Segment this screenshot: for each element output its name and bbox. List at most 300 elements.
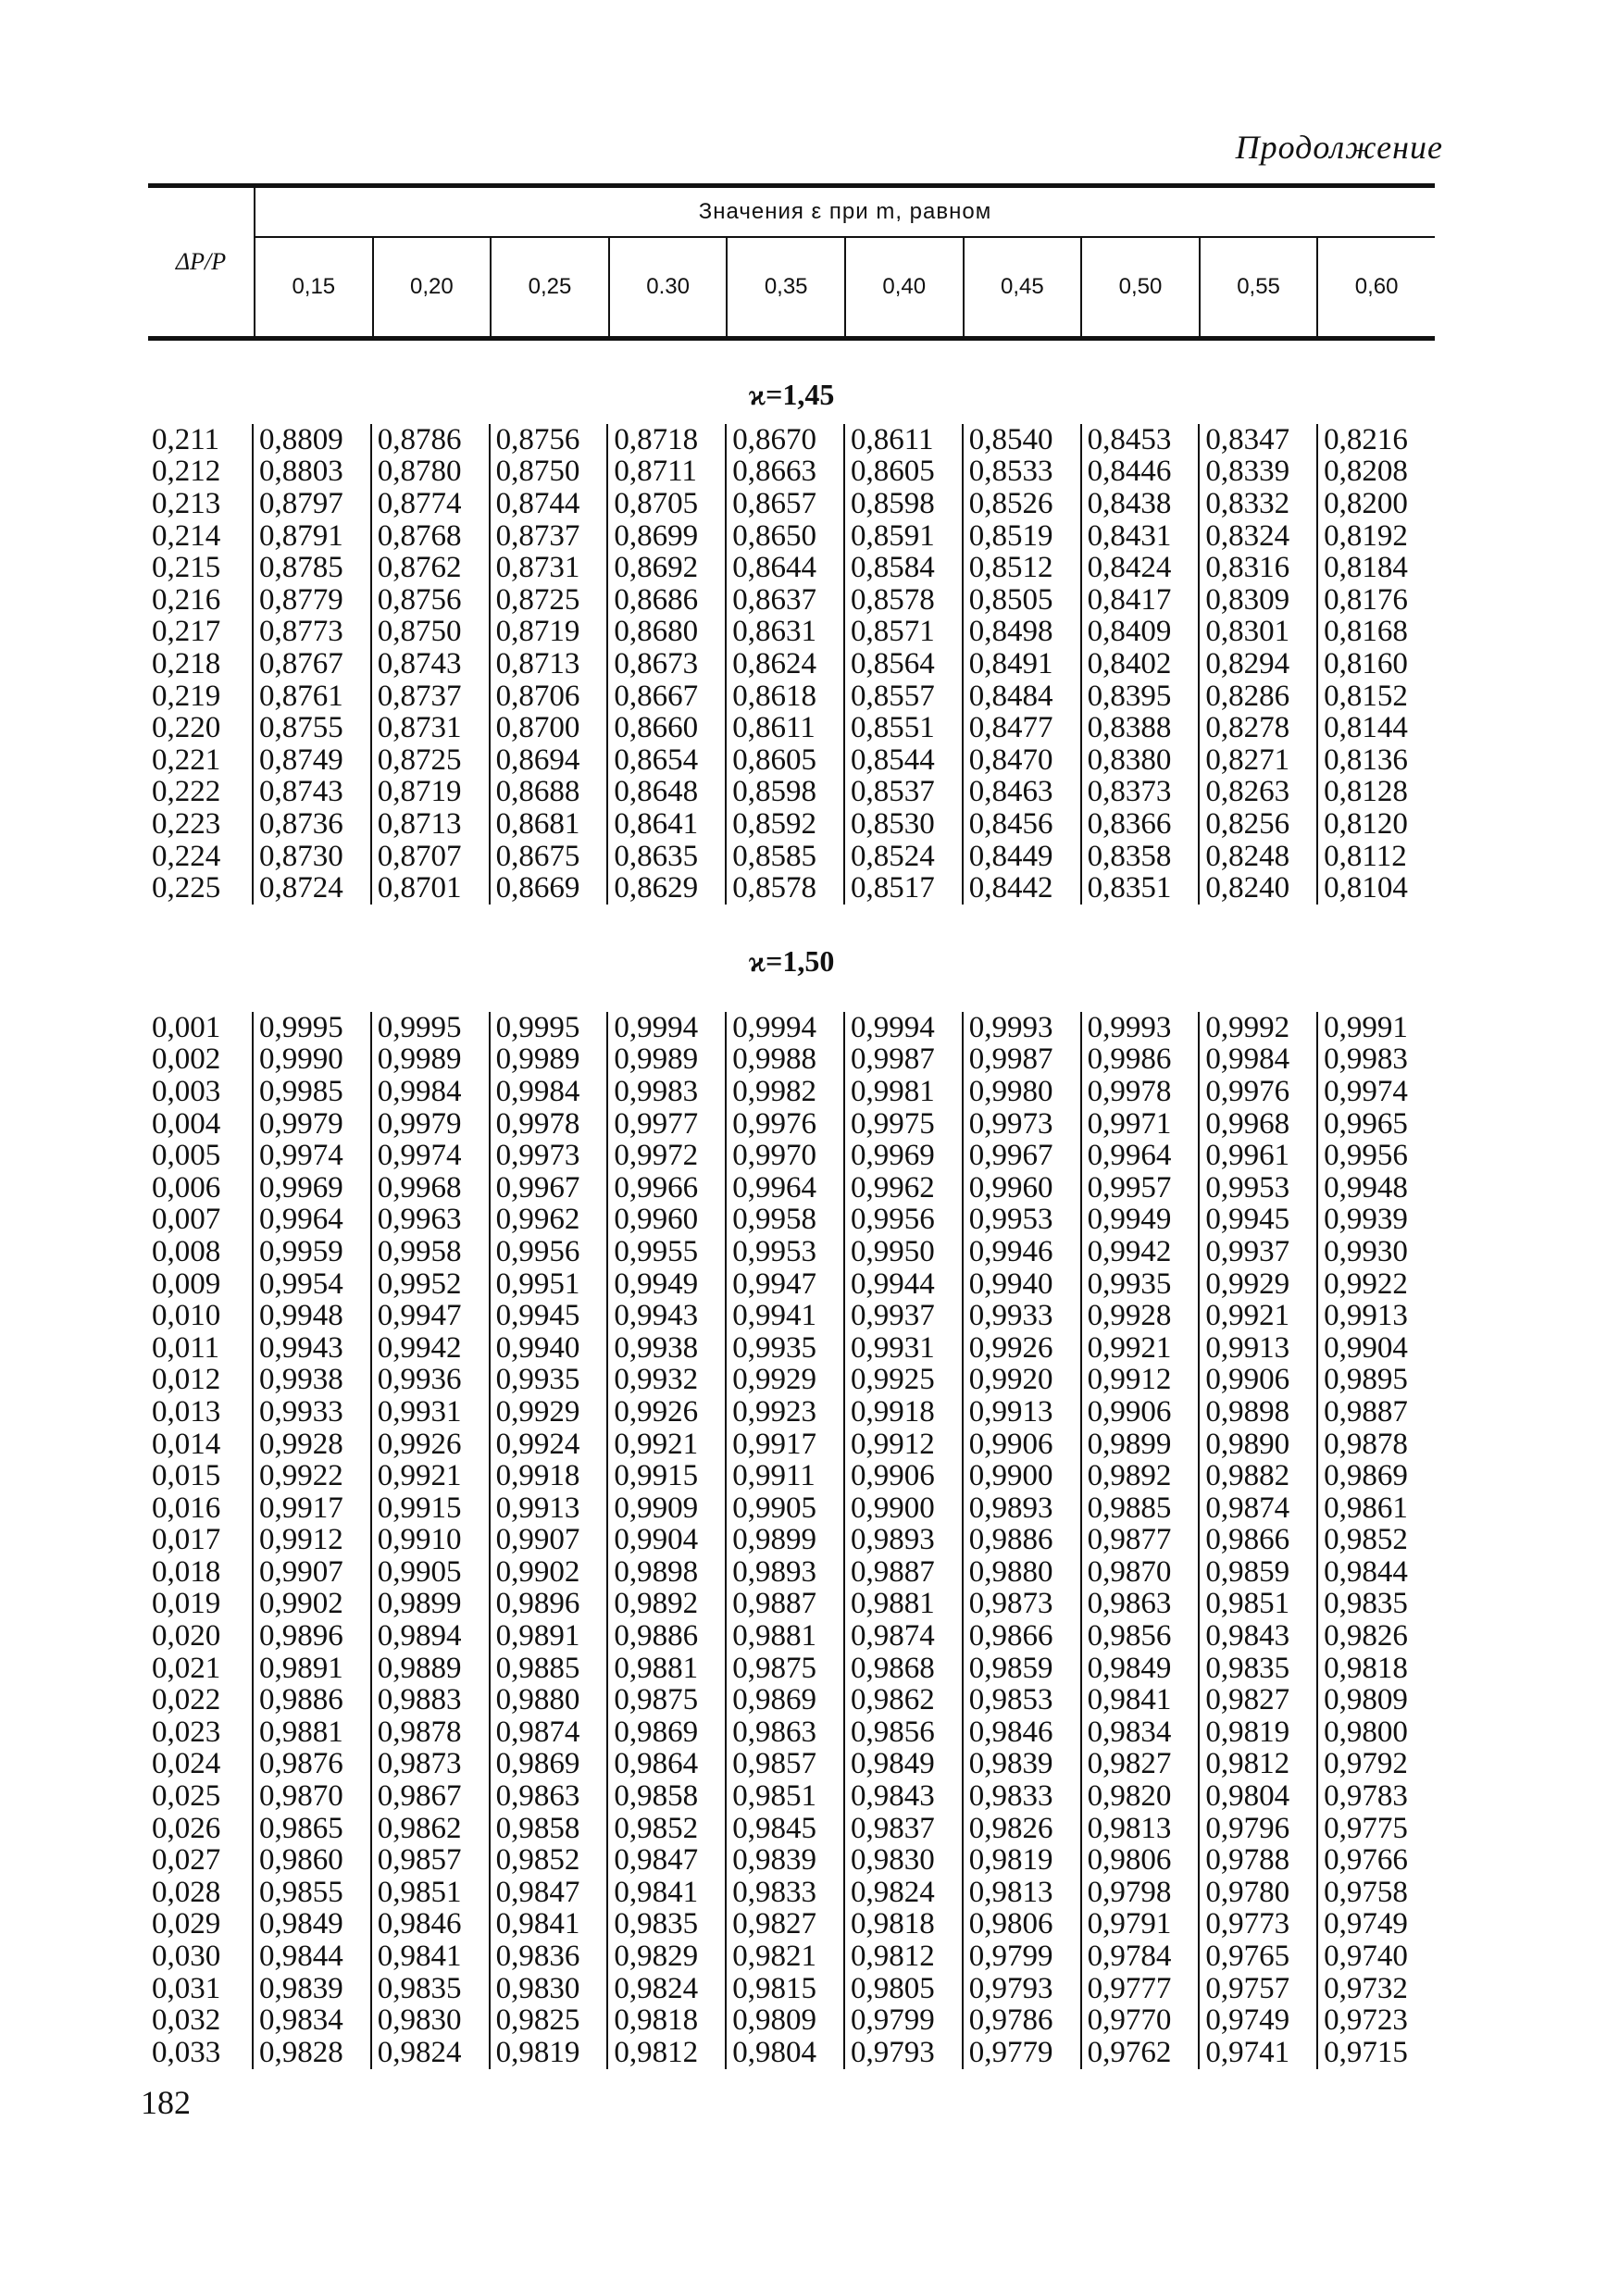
epsilon-value-cell: 0,8779 bbox=[254, 584, 372, 617]
epsilon-value-cell: 0,9904 bbox=[608, 1525, 727, 1557]
table-row bbox=[148, 1940, 1435, 1973]
table-row bbox=[148, 1172, 1435, 1204]
epsilon-value-cell: 0,9984 bbox=[372, 1076, 491, 1108]
epsilon-value-cell: 0,9959 bbox=[254, 1236, 372, 1268]
epsilon-value-cell: 0,8208 bbox=[1324, 455, 1408, 489]
header-bottom-rule bbox=[148, 336, 1435, 341]
epsilon-value-cell: 0,9926 bbox=[372, 1429, 491, 1461]
epsilon-value-cell: 0,9758 bbox=[1324, 1875, 1408, 1909]
epsilon-value-cell: 0,9921 bbox=[1200, 1300, 1318, 1332]
pressure-ratio-cell: 0,220 bbox=[148, 712, 254, 744]
epsilon-value-cell: 0,8263 bbox=[1200, 777, 1318, 809]
epsilon-value-cell: 0,9777 bbox=[1082, 1973, 1201, 2005]
pressure-ratio-cell: 0,030 bbox=[148, 1940, 254, 1973]
header-m-5: 0,40 bbox=[846, 238, 965, 336]
epsilon-value-cell: 0,8498 bbox=[964, 617, 1082, 649]
epsilon-value-cell: 0,9929 bbox=[1200, 1268, 1318, 1301]
epsilon-value-cell: 0,9893 bbox=[727, 1556, 845, 1589]
epsilon-value-cell: 0,8598 bbox=[727, 777, 845, 809]
epsilon-value-cell: 0,9846 bbox=[372, 1909, 491, 1941]
epsilon-value-cell: 0,9990 bbox=[254, 1044, 372, 1077]
pressure-ratio-cell: 0,022 bbox=[148, 1684, 254, 1716]
epsilon-value-cell: 0,9835 bbox=[372, 1973, 491, 2005]
epsilon-value-cell: 0,8351 bbox=[1082, 872, 1201, 905]
table-row bbox=[148, 456, 1435, 489]
epsilon-value-cell: 0,8692 bbox=[608, 552, 727, 584]
epsilon-value-cell: 0,9837 bbox=[845, 1813, 964, 1845]
epsilon-value-cell: 0,9938 bbox=[608, 1332, 727, 1365]
epsilon-value-cell: 0,8719 bbox=[491, 617, 609, 649]
epsilon-value-cell: 0,9869 bbox=[491, 1749, 609, 1781]
epsilon-value-cell: 0,8780 bbox=[372, 456, 491, 489]
epsilon-value-cell: 0,8750 bbox=[491, 456, 609, 489]
epsilon-value-cell: 0,9815 bbox=[727, 1973, 845, 2005]
epsilon-value-cell: 0,8395 bbox=[1082, 680, 1201, 713]
header-m-1: 0,20 bbox=[374, 238, 492, 336]
pressure-ratio-cell: 0,211 bbox=[148, 424, 254, 456]
epsilon-value-cell: 0,9978 bbox=[1082, 1076, 1201, 1108]
epsilon-value-cell: 0,9902 bbox=[491, 1556, 609, 1589]
epsilon-value-cell: 0,9852 bbox=[491, 1844, 609, 1877]
epsilon-value-cell: 0,9913 bbox=[1200, 1332, 1318, 1365]
table-row bbox=[148, 1877, 1435, 1909]
header-m-2: 0,25 bbox=[492, 238, 610, 336]
pressure-ratio-cell: 0,222 bbox=[148, 777, 254, 809]
epsilon-value-cell: 0,9923 bbox=[727, 1396, 845, 1429]
epsilon-value-cell: 0,8533 bbox=[964, 456, 1082, 489]
epsilon-value-cell: 0,9839 bbox=[727, 1844, 845, 1877]
epsilon-value-cell: 0,9949 bbox=[1082, 1204, 1201, 1237]
epsilon-value-cell: 0,8524 bbox=[845, 841, 964, 873]
epsilon-value-cell: 0,9993 bbox=[1082, 1012, 1201, 1044]
epsilon-value-cell: 0,9989 bbox=[491, 1044, 609, 1077]
epsilon-value-cell: 0,9939 bbox=[1324, 1203, 1408, 1237]
pressure-ratio-cell: 0,024 bbox=[148, 1749, 254, 1781]
epsilon-value-cell: 0,8240 bbox=[1200, 872, 1318, 905]
epsilon-value-cell: 0,9806 bbox=[1082, 1844, 1201, 1877]
epsilon-value-cell: 0,9830 bbox=[845, 1844, 964, 1877]
pressure-ratio-cell: 0,029 bbox=[148, 1909, 254, 1941]
epsilon-value-cell: 0,8526 bbox=[964, 488, 1082, 520]
epsilon-value-cell: 0,8339 bbox=[1200, 456, 1318, 489]
epsilon-value-cell: 0,9874 bbox=[1200, 1492, 1318, 1525]
table-row bbox=[148, 841, 1435, 873]
epsilon-value-cell: 0,9865 bbox=[254, 1813, 372, 1845]
epsilon-value-cell: 0,9843 bbox=[845, 1780, 964, 1813]
epsilon-value-cell: 0,9847 bbox=[491, 1877, 609, 1909]
epsilon-value-cell: 0,8598 bbox=[845, 488, 964, 520]
epsilon-value-cell: 0,9928 bbox=[254, 1429, 372, 1461]
epsilon-value-cell: 0,9839 bbox=[254, 1973, 372, 2005]
epsilon-value-cell: 0,9851 bbox=[1200, 1589, 1318, 1621]
epsilon-value-cell: 0,9830 bbox=[372, 2004, 491, 2037]
epsilon-value-cell: 0,9979 bbox=[372, 1108, 491, 1141]
epsilon-value-cell: 0,9948 bbox=[1324, 1170, 1408, 1204]
epsilon-value-cell: 0,9806 bbox=[964, 1909, 1082, 1941]
epsilon-value-cell: 0,9907 bbox=[254, 1556, 372, 1589]
pressure-ratio-cell: 0,225 bbox=[148, 872, 254, 905]
epsilon-value-cell: 0,9821 bbox=[727, 1940, 845, 1973]
epsilon-value-cell: 0,9863 bbox=[1082, 1589, 1201, 1621]
epsilon-value-cell: 0,8491 bbox=[964, 648, 1082, 680]
epsilon-value-cell: 0,9862 bbox=[845, 1684, 964, 1716]
table-row bbox=[148, 424, 1435, 456]
epsilon-value-cell: 0,9941 bbox=[727, 1300, 845, 1332]
epsilon-value-cell: 0,9880 bbox=[491, 1684, 609, 1716]
epsilon-value-cell: 0,9818 bbox=[1324, 1651, 1408, 1685]
epsilon-value-cell: 0,9983 bbox=[608, 1076, 727, 1108]
epsilon-value-cell: 0,8477 bbox=[964, 712, 1082, 744]
epsilon-value-cell: 0,9947 bbox=[727, 1268, 845, 1301]
epsilon-value-cell: 0,8654 bbox=[608, 744, 727, 777]
table-row bbox=[148, 1204, 1435, 1237]
epsilon-value-cell: 0,8409 bbox=[1082, 617, 1201, 649]
epsilon-value-cell: 0,8657 bbox=[727, 488, 845, 520]
epsilon-value-cell: 0,9965 bbox=[1324, 1106, 1408, 1141]
epsilon-value-cell: 0,9878 bbox=[1324, 1427, 1408, 1461]
pressure-ratio-cell: 0,014 bbox=[148, 1429, 254, 1461]
epsilon-value-cell: 0,9899 bbox=[372, 1589, 491, 1621]
epsilon-value-cell: 0,8591 bbox=[845, 520, 964, 553]
epsilon-value-cell: 0,9852 bbox=[1324, 1523, 1408, 1557]
epsilon-value-cell: 0,8737 bbox=[491, 520, 609, 553]
epsilon-value-cell: 0,9891 bbox=[491, 1620, 609, 1653]
epsilon-value-cell: 0,9835 bbox=[1324, 1587, 1408, 1621]
epsilon-value-cell: 0,8112 bbox=[1324, 839, 1407, 873]
epsilon-value-cell: 0,9898 bbox=[1200, 1396, 1318, 1429]
epsilon-value-cell: 0,9926 bbox=[964, 1332, 1082, 1365]
epsilon-value-cell: 0,9825 bbox=[491, 2004, 609, 2037]
epsilon-value-cell: 0,8756 bbox=[372, 584, 491, 617]
epsilon-value-cell: 0,9866 bbox=[964, 1620, 1082, 1653]
pressure-ratio-cell: 0,010 bbox=[148, 1300, 254, 1332]
epsilon-value-cell: 0,9973 bbox=[964, 1108, 1082, 1141]
epsilon-value-cell: 0,9976 bbox=[727, 1108, 845, 1141]
epsilon-value-cell: 0,9905 bbox=[727, 1492, 845, 1525]
epsilon-value-cell: 0,8618 bbox=[727, 680, 845, 713]
epsilon-value-cell: 0,9894 bbox=[372, 1620, 491, 1653]
table-row bbox=[148, 584, 1435, 617]
epsilon-value-cell: 0,9870 bbox=[1082, 1556, 1201, 1589]
epsilon-value-cell: 0,9766 bbox=[1324, 1843, 1408, 1878]
pressure-ratio-cell: 0,006 bbox=[148, 1172, 254, 1204]
epsilon-value-cell: 0,9859 bbox=[964, 1653, 1082, 1685]
epsilon-value-cell: 0,9845 bbox=[727, 1813, 845, 1845]
pressure-ratio-cell: 0,221 bbox=[148, 744, 254, 777]
epsilon-value-cell: 0,9890 bbox=[1200, 1429, 1318, 1461]
epsilon-value-cell: 0,9933 bbox=[254, 1396, 372, 1429]
pressure-ratio-cell: 0,001 bbox=[148, 1012, 254, 1044]
table-row bbox=[148, 1429, 1435, 1461]
header-span-label: Значения ε при m, равном bbox=[255, 188, 1435, 238]
epsilon-value-cell: 0,9849 bbox=[254, 1909, 372, 1941]
epsilon-value-cell: 0,9839 bbox=[964, 1749, 1082, 1781]
epsilon-value-cell: 0,8724 bbox=[254, 872, 372, 905]
epsilon-value-cell: 0,9851 bbox=[727, 1780, 845, 1813]
epsilon-value-cell: 0,9827 bbox=[727, 1909, 845, 1941]
epsilon-value-cell: 0,9995 bbox=[491, 1012, 609, 1044]
epsilon-value-cell: 0,9779 bbox=[964, 2037, 1082, 2069]
epsilon-value-cell: 0,9953 bbox=[727, 1236, 845, 1268]
epsilon-value-cell: 0,9958 bbox=[372, 1236, 491, 1268]
epsilon-value-cell: 0,9827 bbox=[1082, 1749, 1201, 1781]
epsilon-value-cell: 0,9812 bbox=[608, 2037, 727, 2069]
epsilon-value-cell: 0,9833 bbox=[727, 1877, 845, 1909]
epsilon-value-cell: 0,9987 bbox=[964, 1044, 1082, 1077]
epsilon-value-cell: 0,9804 bbox=[727, 2037, 845, 2069]
epsilon-value-cell: 0,9969 bbox=[845, 1140, 964, 1172]
epsilon-value-cell: 0,9765 bbox=[1200, 1940, 1318, 1973]
epsilon-value-cell: 0,8749 bbox=[254, 744, 372, 777]
epsilon-value-cell: 0,9902 bbox=[254, 1589, 372, 1621]
epsilon-value-cell: 0,9942 bbox=[1082, 1236, 1201, 1268]
epsilon-value-cell: 0,9995 bbox=[254, 1012, 372, 1044]
pressure-ratio-cell: 0,018 bbox=[148, 1556, 254, 1589]
epsilon-value-cell: 0,8725 bbox=[372, 744, 491, 777]
epsilon-value-cell: 0,9732 bbox=[1324, 1971, 1408, 2005]
epsilon-value-cell: 0,8637 bbox=[727, 584, 845, 617]
epsilon-value-cell: 0,9969 bbox=[254, 1172, 372, 1204]
epsilon-value-cell: 0,9805 bbox=[845, 1973, 964, 2005]
epsilon-value-cell: 0,8660 bbox=[608, 712, 727, 744]
epsilon-value-cell: 0,9835 bbox=[1200, 1653, 1318, 1685]
pressure-ratio-cell: 0,212 bbox=[148, 456, 254, 489]
epsilon-value-cell: 0,9929 bbox=[491, 1396, 609, 1429]
epsilon-value-cell: 0,9859 bbox=[1200, 1556, 1318, 1589]
epsilon-value-cell: 0,9945 bbox=[1200, 1204, 1318, 1237]
epsilon-value-cell: 0,9881 bbox=[254, 1716, 372, 1749]
epsilon-value-cell: 0,9955 bbox=[608, 1236, 727, 1268]
section-title-1-45: ϰ=1,45 bbox=[748, 378, 835, 411]
epsilon-value-cell: 0,9892 bbox=[608, 1589, 727, 1621]
header-m-columns bbox=[255, 238, 1435, 336]
epsilon-value-cell: 0,9834 bbox=[1082, 1716, 1201, 1749]
epsilon-value-cell: 0,9945 bbox=[491, 1300, 609, 1332]
epsilon-value-cell: 0,9757 bbox=[1200, 1973, 1318, 2005]
epsilon-value-cell: 0,8347 bbox=[1200, 424, 1318, 456]
header-m-8: 0,55 bbox=[1201, 238, 1319, 336]
epsilon-value-cell: 0,8631 bbox=[727, 617, 845, 649]
epsilon-value-cell: 0,9984 bbox=[1200, 1044, 1318, 1077]
header-m-0: 0,15 bbox=[255, 238, 374, 336]
epsilon-value-cell: 0,8505 bbox=[964, 584, 1082, 617]
epsilon-value-cell: 0,9788 bbox=[1200, 1844, 1318, 1877]
epsilon-value-cell: 0,9798 bbox=[1082, 1877, 1201, 1909]
epsilon-value-cell: 0,9886 bbox=[964, 1525, 1082, 1557]
epsilon-value-cell: 0,9818 bbox=[845, 1909, 964, 1941]
pressure-ratio-cell: 0,217 bbox=[148, 617, 254, 649]
epsilon-value-cell: 0,8686 bbox=[608, 584, 727, 617]
epsilon-value-cell: 0,9870 bbox=[254, 1780, 372, 1813]
epsilon-value-cell: 0,9991 bbox=[1324, 1010, 1408, 1044]
table-row bbox=[148, 2037, 1435, 2069]
epsilon-value-cell: 0,8809 bbox=[254, 424, 372, 456]
table-row bbox=[148, 872, 1435, 905]
epsilon-value-cell: 0,9910 bbox=[372, 1525, 491, 1557]
epsilon-value-cell: 0,9972 bbox=[608, 1140, 727, 1172]
epsilon-value-cell: 0,9878 bbox=[372, 1716, 491, 1749]
epsilon-value-cell: 0,8446 bbox=[1082, 456, 1201, 489]
table-row bbox=[148, 808, 1435, 841]
epsilon-value-cell: 0,9873 bbox=[964, 1589, 1082, 1621]
epsilon-value-cell: 0,9882 bbox=[1200, 1460, 1318, 1492]
epsilon-value-cell: 0,9935 bbox=[1082, 1268, 1201, 1301]
epsilon-value-cell: 0,8762 bbox=[372, 552, 491, 584]
pressure-ratio-cell: 0,219 bbox=[148, 680, 254, 713]
table-row bbox=[148, 552, 1435, 584]
epsilon-value-cell: 0,8673 bbox=[608, 648, 727, 680]
epsilon-value-cell: 0,9989 bbox=[608, 1044, 727, 1077]
epsilon-value-cell: 0,8438 bbox=[1082, 488, 1201, 520]
epsilon-value-cell: 0,8564 bbox=[845, 648, 964, 680]
epsilon-value-cell: 0,8431 bbox=[1082, 520, 1201, 553]
epsilon-value-cell: 0,8309 bbox=[1200, 584, 1318, 617]
epsilon-value-cell: 0,8388 bbox=[1082, 712, 1201, 744]
epsilon-value-cell: 0,8136 bbox=[1324, 742, 1408, 777]
epsilon-value-cell: 0,9953 bbox=[964, 1204, 1082, 1237]
epsilon-value-cell: 0,9886 bbox=[608, 1620, 727, 1653]
table-row bbox=[148, 1525, 1435, 1557]
table-block-1-50 bbox=[148, 1012, 1435, 2069]
epsilon-value-cell: 0,9951 bbox=[491, 1268, 609, 1301]
epsilon-value-cell: 0,9866 bbox=[1200, 1525, 1318, 1557]
epsilon-value-cell: 0,9906 bbox=[964, 1429, 1082, 1461]
table-row bbox=[148, 1716, 1435, 1749]
epsilon-value-cell: 0,9868 bbox=[845, 1653, 964, 1685]
pressure-ratio-cell: 0,013 bbox=[148, 1396, 254, 1429]
table-row bbox=[148, 488, 1435, 520]
epsilon-value-cell: 0,9974 bbox=[372, 1140, 491, 1172]
epsilon-value-cell: 0,8705 bbox=[608, 488, 727, 520]
epsilon-value-cell: 0,9873 bbox=[372, 1749, 491, 1781]
epsilon-value-cell: 0,9827 bbox=[1200, 1684, 1318, 1716]
epsilon-value-cell: 0,9980 bbox=[964, 1076, 1082, 1108]
epsilon-value-cell: 0,9985 bbox=[254, 1076, 372, 1108]
epsilon-value-cell: 0,8453 bbox=[1082, 424, 1201, 456]
epsilon-value-cell: 0,8718 bbox=[608, 424, 727, 456]
epsilon-value-cell: 0,9885 bbox=[491, 1653, 609, 1685]
pressure-ratio-cell: 0,017 bbox=[148, 1525, 254, 1557]
table-row bbox=[148, 744, 1435, 777]
epsilon-value-cell: 0,9893 bbox=[845, 1525, 964, 1557]
epsilon-value-cell: 0,8286 bbox=[1200, 680, 1318, 713]
epsilon-value-cell: 0,9943 bbox=[254, 1332, 372, 1365]
epsilon-value-cell: 0,9857 bbox=[727, 1749, 845, 1781]
epsilon-value-cell: 0,9836 bbox=[491, 1940, 609, 1973]
epsilon-value-cell: 0,9993 bbox=[964, 1012, 1082, 1044]
table-row bbox=[148, 1396, 1435, 1429]
table-row bbox=[148, 1684, 1435, 1716]
epsilon-value-cell: 0,8713 bbox=[372, 808, 491, 841]
epsilon-value-cell: 0,8667 bbox=[608, 680, 727, 713]
epsilon-value-cell: 0,9937 bbox=[845, 1300, 964, 1332]
epsilon-value-cell: 0,9958 bbox=[727, 1204, 845, 1237]
epsilon-value-cell: 0,8512 bbox=[964, 552, 1082, 584]
table-row bbox=[148, 1076, 1435, 1108]
epsilon-value-cell: 0,9852 bbox=[608, 1813, 727, 1845]
epsilon-value-cell: 0,9952 bbox=[372, 1268, 491, 1301]
epsilon-value-cell: 0,9887 bbox=[1324, 1394, 1408, 1429]
pressure-ratio-cell: 0,016 bbox=[148, 1492, 254, 1525]
epsilon-value-cell: 0,9961 bbox=[1200, 1140, 1318, 1172]
epsilon-value-cell: 0,8694 bbox=[491, 744, 609, 777]
epsilon-value-cell: 0,9749 bbox=[1324, 1907, 1408, 1941]
epsilon-value-cell: 0,8184 bbox=[1324, 551, 1408, 585]
epsilon-value-cell: 0,9804 bbox=[1200, 1780, 1318, 1813]
pressure-ratio-cell: 0,015 bbox=[148, 1460, 254, 1492]
epsilon-value-cell: 0,8731 bbox=[372, 712, 491, 744]
epsilon-value-cell: 0,9911 bbox=[727, 1460, 845, 1492]
pressure-ratio-cell: 0,009 bbox=[148, 1268, 254, 1301]
epsilon-value-cell: 0,9928 bbox=[1082, 1300, 1201, 1332]
epsilon-value-cell: 0,8650 bbox=[727, 520, 845, 553]
epsilon-value-cell: 0,8571 bbox=[845, 617, 964, 649]
pressure-ratio-cell: 0,218 bbox=[148, 648, 254, 680]
epsilon-value-cell: 0,9917 bbox=[254, 1492, 372, 1525]
epsilon-value-cell: 0,9844 bbox=[1324, 1554, 1408, 1589]
epsilon-value-cell: 0,9812 bbox=[1200, 1749, 1318, 1781]
epsilon-value-cell: 0,9943 bbox=[608, 1300, 727, 1332]
epsilon-value-cell: 0,9887 bbox=[727, 1589, 845, 1621]
epsilon-value-cell: 0,9896 bbox=[254, 1620, 372, 1653]
pressure-ratio-cell: 0,223 bbox=[148, 808, 254, 841]
epsilon-value-cell: 0,9940 bbox=[491, 1332, 609, 1365]
epsilon-value-cell: 0,9799 bbox=[845, 2004, 964, 2037]
epsilon-value-cell: 0,9775 bbox=[1324, 1811, 1408, 1845]
epsilon-value-cell: 0,8358 bbox=[1082, 841, 1201, 873]
epsilon-value-cell: 0,9881 bbox=[727, 1620, 845, 1653]
epsilon-value-cell: 0,8761 bbox=[254, 680, 372, 713]
epsilon-value-cell: 0,9946 bbox=[964, 1236, 1082, 1268]
table-row bbox=[148, 1365, 1435, 1397]
epsilon-value-cell: 0,9833 bbox=[964, 1780, 1082, 1813]
epsilon-value-cell: 0,8592 bbox=[727, 808, 845, 841]
epsilon-value-cell: 0,8681 bbox=[491, 808, 609, 841]
epsilon-value-cell: 0,8768 bbox=[372, 520, 491, 553]
table-block-1-45 bbox=[148, 424, 1435, 905]
epsilon-value-cell: 0,9948 bbox=[254, 1300, 372, 1332]
table-row bbox=[148, 2004, 1435, 2037]
table-row bbox=[148, 1460, 1435, 1492]
epsilon-value-cell: 0,9970 bbox=[727, 1140, 845, 1172]
epsilon-value-cell: 0,8585 bbox=[727, 841, 845, 873]
epsilon-value-cell: 0,9723 bbox=[1324, 2003, 1408, 2038]
epsilon-value-cell: 0,9862 bbox=[372, 1813, 491, 1845]
epsilon-value-cell: 0,8755 bbox=[254, 712, 372, 744]
epsilon-value-cell: 0,9912 bbox=[1082, 1365, 1201, 1397]
epsilon-value-cell: 0,9856 bbox=[1082, 1620, 1201, 1653]
epsilon-value-cell: 0,8332 bbox=[1200, 488, 1318, 520]
table-row bbox=[148, 1909, 1435, 1941]
epsilon-value-cell: 0,9960 bbox=[964, 1172, 1082, 1204]
epsilon-value-cell: 0,9889 bbox=[372, 1653, 491, 1685]
epsilon-value-cell: 0,9899 bbox=[727, 1525, 845, 1557]
epsilon-value-cell: 0,9893 bbox=[964, 1492, 1082, 1525]
epsilon-value-cell: 0,9906 bbox=[1200, 1365, 1318, 1397]
pressure-ratio-cell: 0,032 bbox=[148, 2004, 254, 2037]
epsilon-value-cell: 0,8484 bbox=[964, 680, 1082, 713]
table-row bbox=[148, 1108, 1435, 1141]
page-number: 182 bbox=[141, 2084, 191, 2121]
epsilon-value-cell: 0,8366 bbox=[1082, 808, 1201, 841]
epsilon-value-cell: 0,8644 bbox=[727, 552, 845, 584]
epsilon-value-cell: 0,9861 bbox=[1324, 1491, 1408, 1525]
pressure-ratio-cell: 0,021 bbox=[148, 1653, 254, 1685]
epsilon-value-cell: 0,9968 bbox=[372, 1172, 491, 1204]
epsilon-value-cell: 0,8578 bbox=[727, 872, 845, 905]
epsilon-value-cell: 0,8256 bbox=[1200, 808, 1318, 841]
epsilon-value-cell: 0,9956 bbox=[845, 1204, 964, 1237]
